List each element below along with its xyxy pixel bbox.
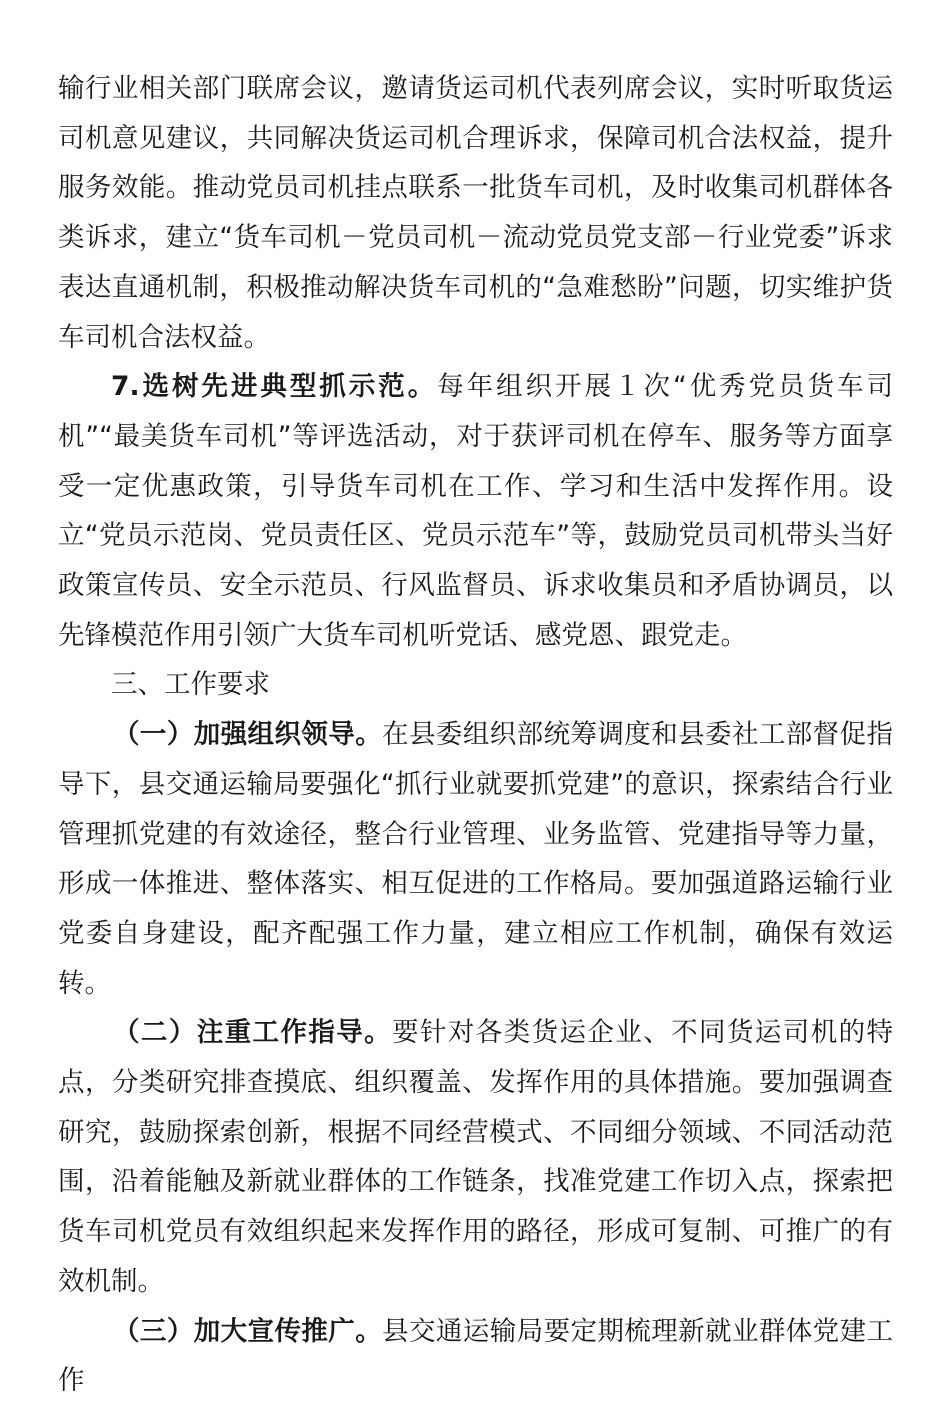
item-heading: （一）加强组织领导。 <box>113 719 383 751</box>
paragraph-text: 在县委组织部统筹调度和县委社工部督促指导下，县交通运输局要强化“抓行业就要抓党建”的意识，探索结合行业管理抓党建的有效途径，整合行业管理、业务监管、党建指导等力量，形成一体推进、整体落实、相互促进的工作格局。要加强道路运输行业党委自身建设，配齐配强工作力量，建立相应工作机制，确保有效运转。 <box>58 719 894 999</box>
paragraph-requirement-3 <box>58 1307 893 1406</box>
paragraph-continuation <box>58 64 893 362</box>
paragraph-text: 县交通运输局要定期梳理新就业群体党建工作 <box>58 1315 894 1397</box>
item-heading: （二）注重工作指导。 <box>113 1017 393 1049</box>
paragraph-requirement-1 <box>58 710 893 1008</box>
paragraph-text: 每年组织开展１次“优秀党员货车司机”“最美货车司机”等评选活动，对于获评司机在停车、服务等方面享受一定优惠政策，引导货车司机在工作、学习和生活中发挥作用。设立“党员示范岗、党员责任区、党员示范车”等，鼓励党员司机带头当好政策宣传员、安全示范员、行风监督员、诉求收集员和矛盾协调员，以先锋模范作用引领广大货车司机听党话、感党恩、跟党走。 <box>58 371 893 651</box>
paragraph-requirement-2 <box>58 1008 893 1306</box>
paragraph-text: 要针对各类货运企业、不同货运司机的特点，分类研究排查摸底、组织覆盖、发挥作用的具体措施。要加强调查研究，鼓励探索创新，根据不同经营模式、不同细分领域、不同活动范围，沿着能触及新就业群体的工作链条，找准党建工作切入点，探索把货车司机党员有效组织起来发挥作用的路径，形成可复制、可推广的有效机制。 <box>58 1017 894 1297</box>
paragraph-text: 输行业相关部门联席会议，邀请货运司机代表列席会议，实时听取货运司机意见建议，共同解决货运司机合理诉求，保障司机合法权益，提升服务效能。推动党员司机挂点联系一批货车司机，及时收集司机群体各类诉求，建立“货车司机－党员司机－流动党员党支部－行业党委”诉求表达直通机制，积极推动解决货车司机的“急难愁盼”问题，切实维护货车司机合法权益。 <box>58 73 893 353</box>
item-heading: 7.选树先进典型抓示范。 <box>111 371 438 403</box>
section-title-text: 三、工作要求 <box>111 669 270 701</box>
section-title <box>58 660 893 710</box>
item-heading: （三）加大宣传推广。 <box>113 1315 383 1347</box>
document-page <box>58 64 893 1406</box>
paragraph-item-7 <box>58 362 893 660</box>
